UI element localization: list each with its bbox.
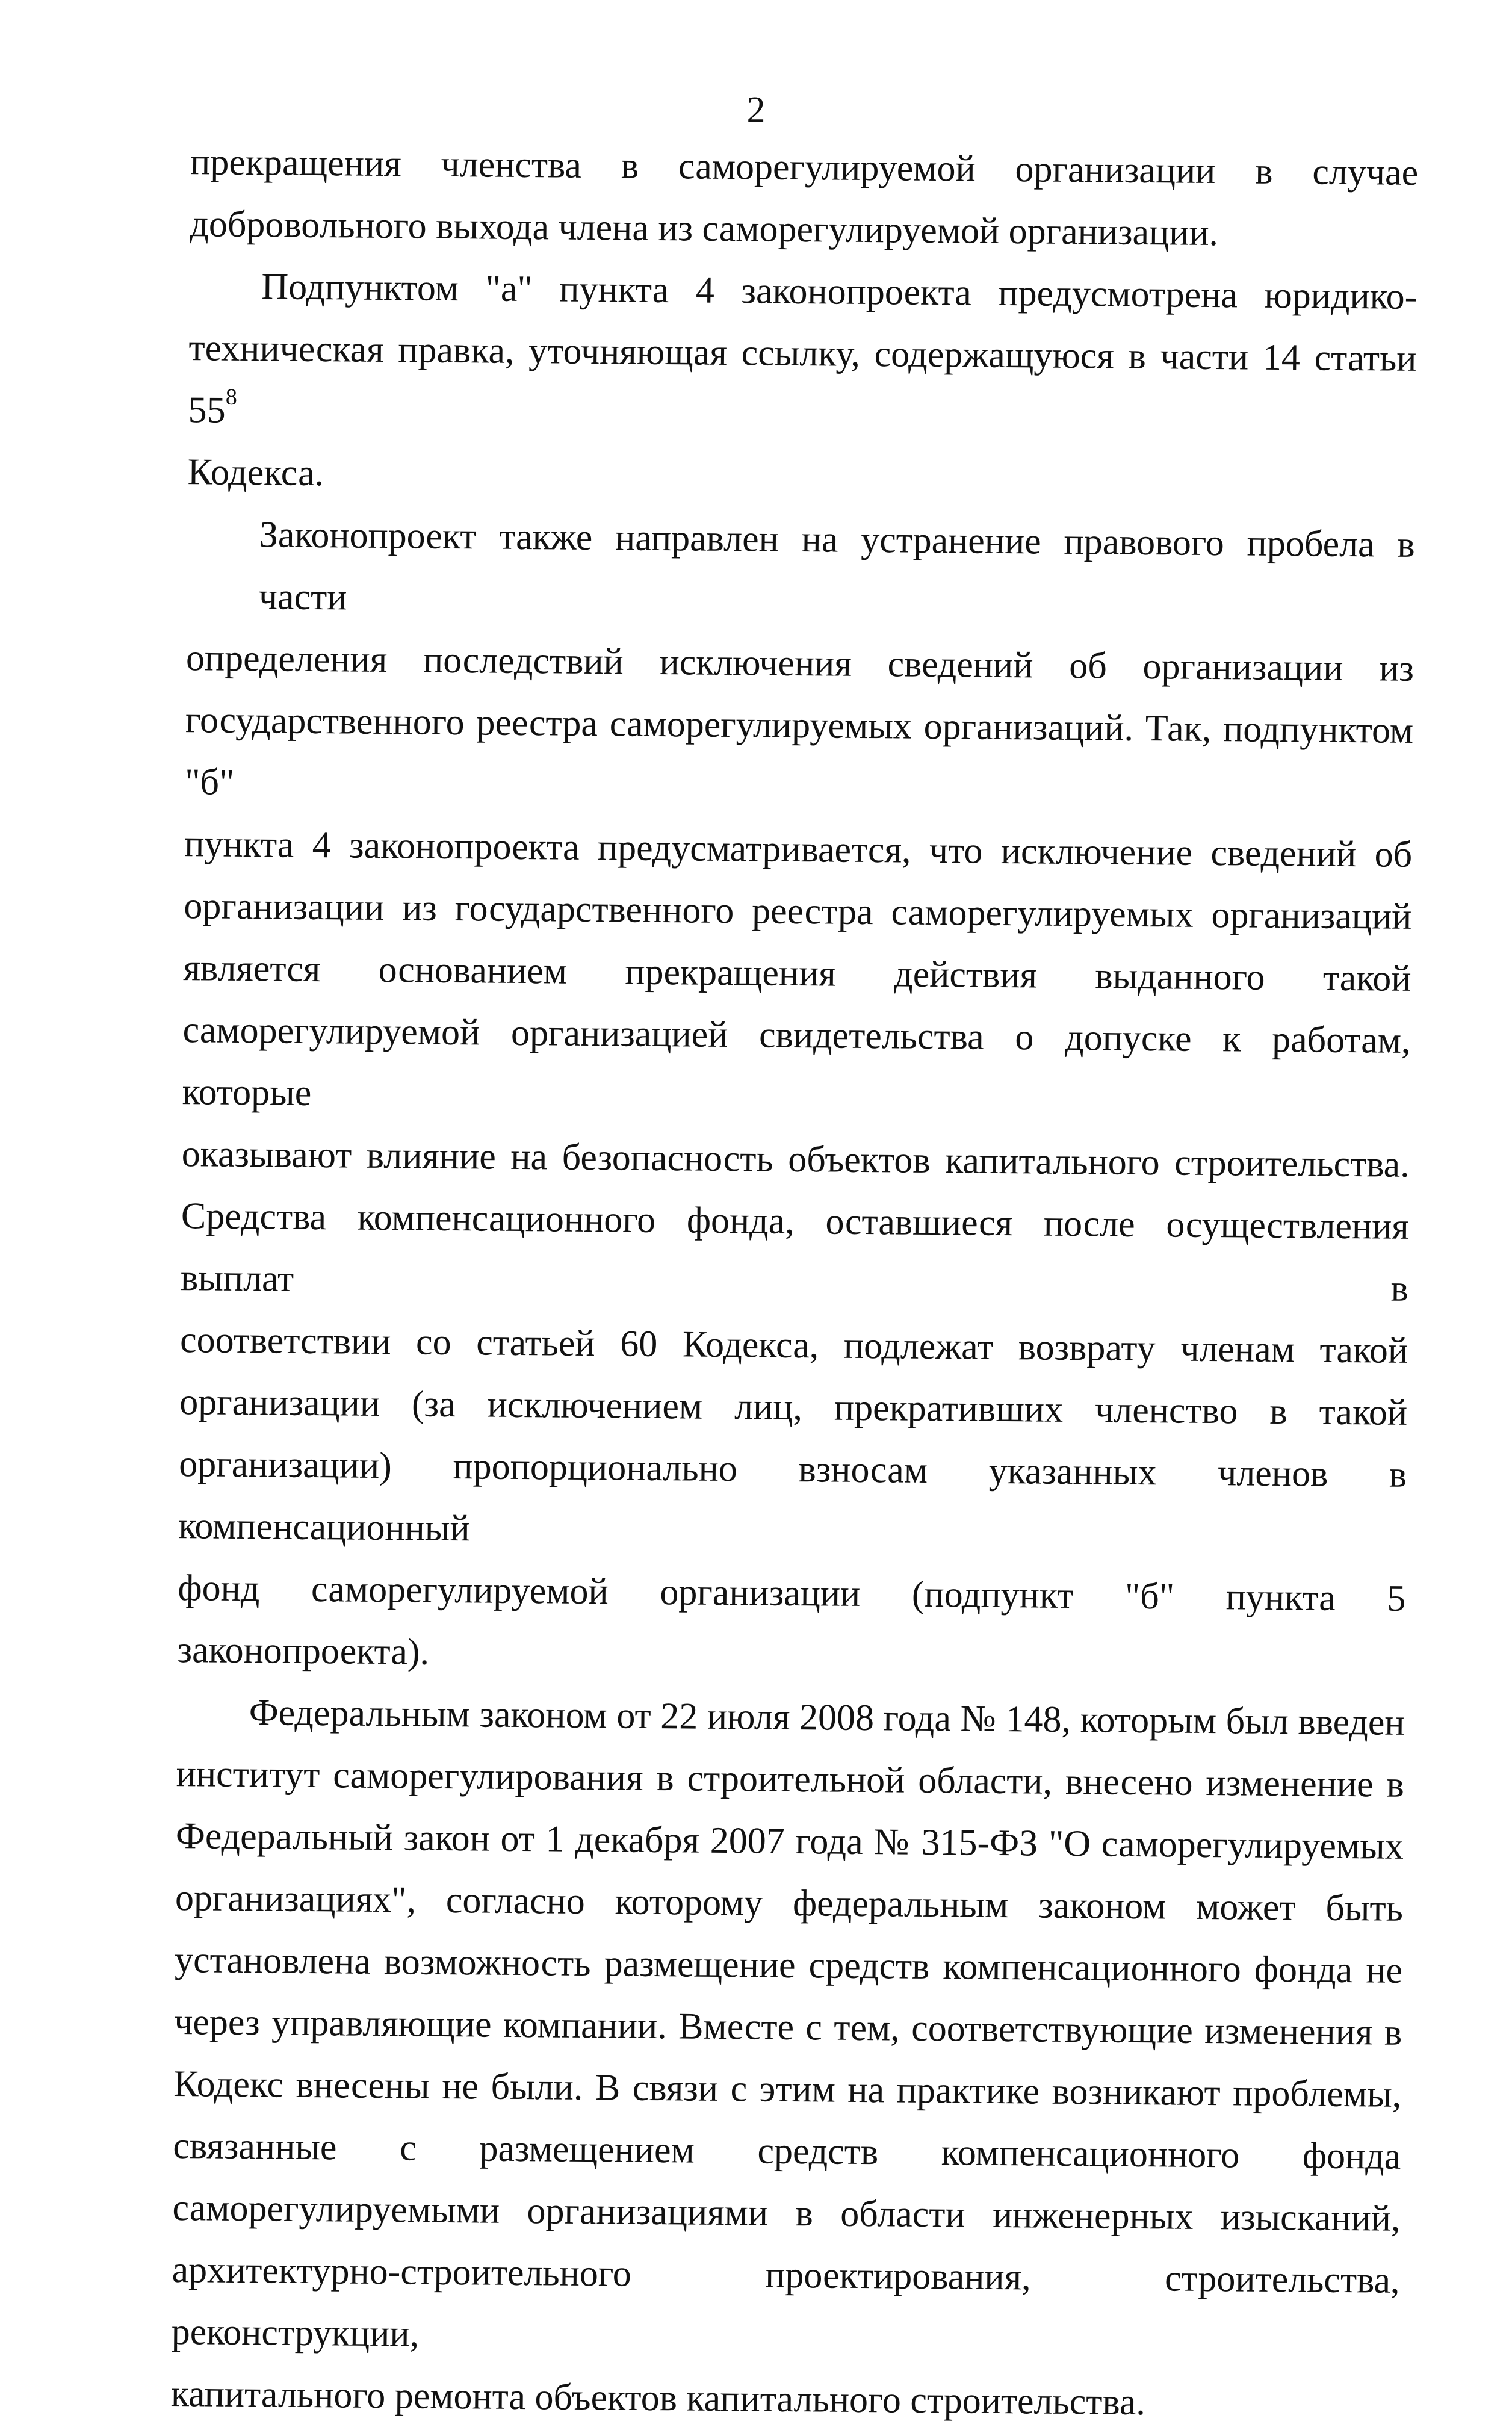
text-line [180,1309,1408,1382]
line-text: Средства компенсационного фонда, оставшиеся после осуществления выплат в [180,1195,1410,1309]
line-text: государственного реестра саморегулируемых организаций. Так, подпунктом "б" [184,699,1414,803]
line-text: Подпунктом "а" пункта 4 законопроекта предусмотрена юридико- [261,266,1418,317]
line-text: является основанием прекращения действия выданного такой [183,947,1411,999]
text-line [173,2115,1401,2188]
text-line [175,1805,1404,1878]
line-text: определения последствий исключения сведений об организации из [185,637,1414,689]
line-text: прекращения членства в саморегулируемой организации в случае [190,141,1419,193]
text-line [190,193,1418,266]
line-text: через управляющие компании. Вместе с тем, соответствующие изменения в [173,2001,1402,2053]
line-text: Кодекса. [187,451,324,494]
line-text: Федеральный закон от 1 декабря 2007 года № 315-ФЗ "О саморегулируемых [175,1815,1404,1867]
line-text: саморегулируемыми организациями в области инженерных изысканий, [172,2187,1401,2239]
text-line [183,937,1411,1010]
text-line [184,875,1412,948]
line-text: саморегулируемой организацией свидетельства о допуске к работам, которые [182,1009,1411,1114]
text-line [179,1371,1408,1444]
text-line [185,689,1414,824]
line-text: фонд саморегулируемой организации (подпункт "б" пункта 5 законопроекта). [177,1567,1406,1673]
text-line [175,1867,1404,1940]
line-text: связанные с размещением средств компенсационного фонда [173,2125,1401,2177]
line-text: капитального ремонта объектов капитального строительства. [170,2373,1146,2423]
line-text: организации (за исключением лиц, прекративших членство в такой [179,1381,1408,1433]
document-body [170,131,1418,2436]
line-text: Кодекс внесены не были. В связи с этим на практике возникают проблемы, [173,2063,1402,2115]
text-line [189,255,1418,328]
line-text: организациях", согласно которому федеральным законом может быть [175,1877,1404,1929]
line-text: установлена возможность размещение средств компенсационного фонда не [174,1939,1403,1991]
text-line [173,2053,1402,2126]
text-line [176,1743,1404,1816]
line-text: организации) пропорционально взносам указанных членов в компенсационный [178,1443,1407,1549]
text-line [175,1929,1403,2002]
line-text: Законопроект также направлен на устранение правового пробела в части [258,514,1416,618]
paragraph [177,503,1415,1692]
line-text: оказывают влияние на безопасность объектов капитального строительства. [181,1133,1410,1185]
text-line [177,1557,1406,1692]
line-text: архитектурно-строительного проектирования, строительства, реконструкции, [171,2249,1400,2355]
text-line [181,1185,1410,1320]
page-number: 2 [746,90,766,131]
text-line [182,999,1411,1134]
text-line [171,2239,1400,2374]
paragraph [187,255,1418,514]
line-text: добровольного выхода члена из саморегулируемой организации. [190,203,1219,254]
text-line [170,2363,1399,2436]
line-text: организации из государственного реестра саморегулируемых организаций [184,885,1412,937]
superscript: 8 [225,384,237,410]
line-text: соответствии со статьей 60 Кодекса, подлежат возврату членам такой [179,1319,1408,1371]
text-line [172,2177,1401,2250]
text-line [188,317,1417,452]
paragraph [190,131,1419,266]
text-line [174,1991,1402,2064]
text-line [178,1433,1407,1568]
line-text: техническая правка, уточняющая ссылку, содержащуюся в части 14 статьи 55 [188,327,1417,431]
text-line [181,1123,1410,1196]
text-line [186,627,1414,700]
text-line [187,441,1416,514]
text-line [186,503,1415,638]
text-line [184,813,1413,886]
line-text: Федеральным законом от 22 июля 2008 года № 148, которым был введен [249,1692,1405,1743]
line-text: пункта 4 законопроекта предусматривается, что исключение сведений об [184,823,1413,875]
paragraph [170,1681,1405,2436]
text-line [176,1681,1405,1754]
line-text: институт саморегулирования в строительной области, внесено изменение в [176,1753,1405,1805]
text-line [190,131,1419,204]
